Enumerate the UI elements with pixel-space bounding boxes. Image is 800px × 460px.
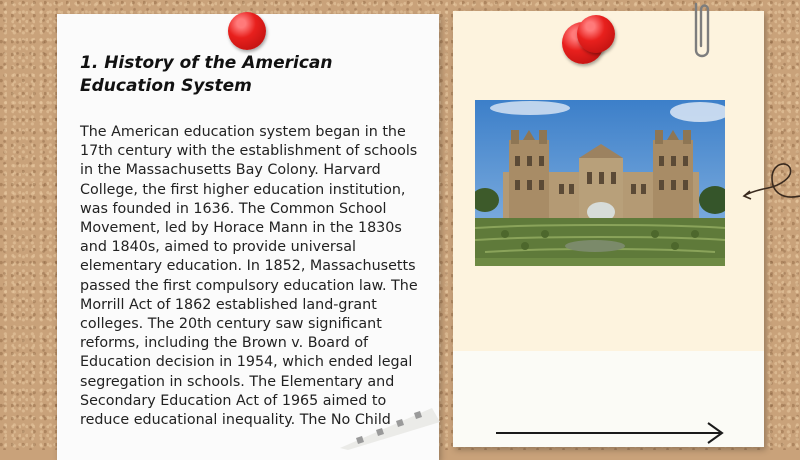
section-heading: 1. History of the American Education System [80, 53, 333, 96]
push-pin-icon [577, 15, 615, 53]
paper-clip-icon [688, 0, 714, 62]
push-pin-icon [228, 12, 266, 50]
scribble-decoration [742, 156, 800, 206]
palace-photo [475, 100, 725, 266]
washi-tape-decoration [336, 402, 440, 450]
arrow-right-icon [494, 420, 726, 446]
history-paragraph: The American education system began in the 17th century with the establishment of schools in the Massachusetts Bay Colony. Harvard College, the first higher education institution, was founded in 1636. The Common School Movement, led by Horace Mann in the 1830s and 1840s, aimed to provide universal elementary education. In 1852, Massachusetts passed the first compulsory education law. The Morrill Act of 1862 established land-grant colleges. The 20th century saw significant reforms, including the Brown v. Board of Education decision in 1954, which ended legal segregation in schools. The Elementary and Secondary Education Act of 1965 aimed to reduce educational inequality. The No Child [80, 124, 418, 429]
